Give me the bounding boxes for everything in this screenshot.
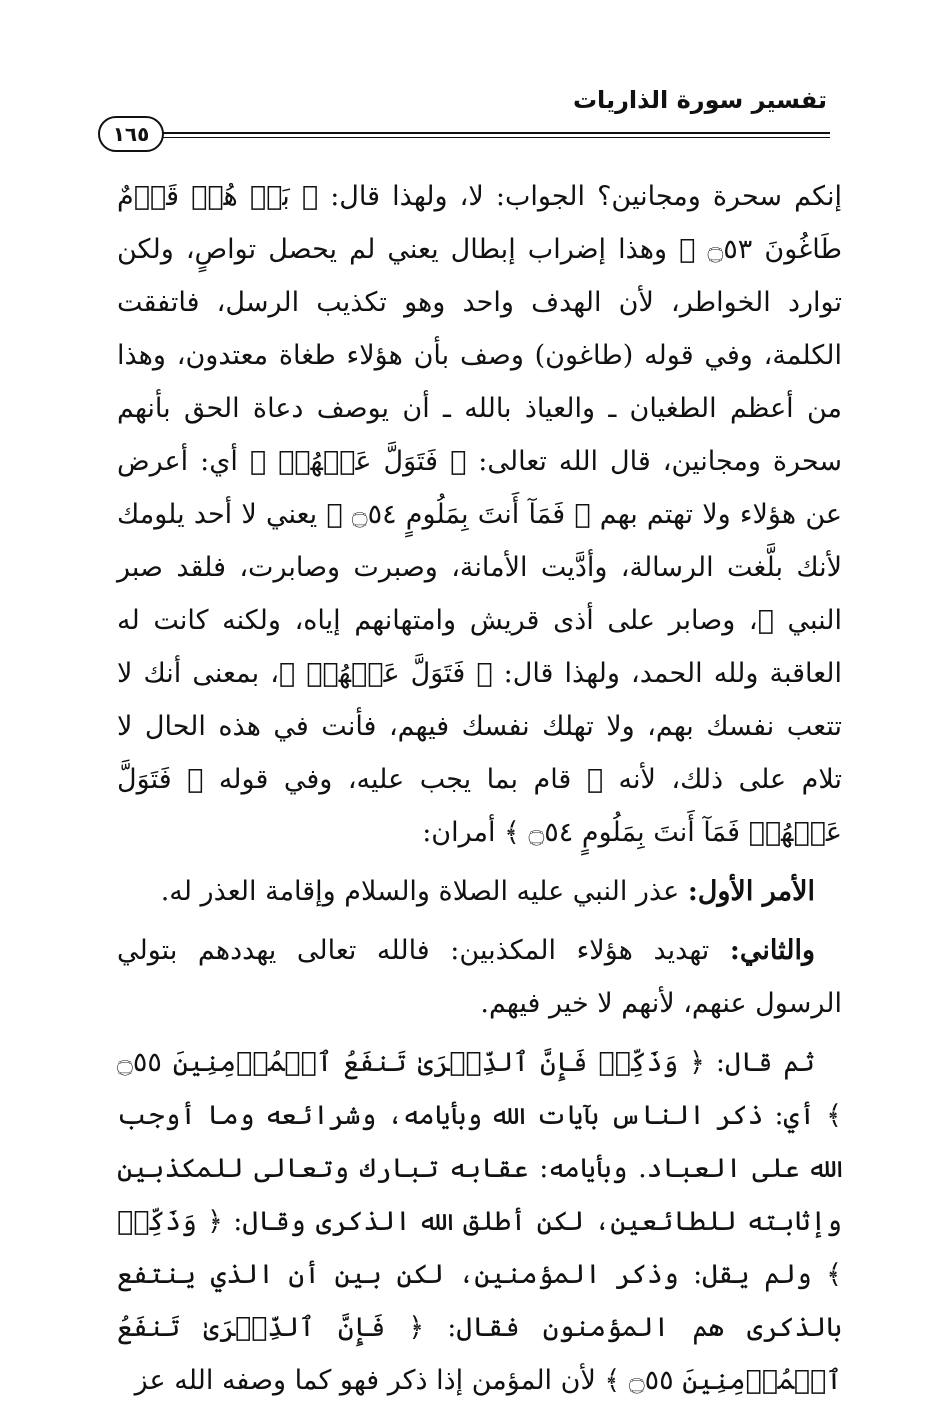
text-line: الرسول عنهم، لأنهم لا خير فيهم. — [480, 988, 842, 1019]
text-line: تَنفَعُ ٱلۡمُؤۡمِنِينَ ۝٥٥ ﴾ لأن المؤمن إذا ذكر فهو كما وصفه الله عز — [117, 1312, 842, 1396]
text-line: عن هؤلاء ولا تهتم بهم ﴿ فَمَآ أَنتَ بِمَلُومٍ ۝٥٤ ﴾ يعني لا أحد يلومك — [117, 499, 842, 530]
page-body — [117, 170, 842, 1407]
text-line: وبأيامه: عقابه تبارك وتعالى للمكذبين وإثابته للطائعين، لكن — [117, 1153, 842, 1237]
text-line: تهديد هؤلاء المكذبين: فالله تعالى يهددهم بتولي — [117, 935, 730, 966]
text-line: صبر النبي ﷺ، وصابر على أذى قريش وامتهانهم إياه، ولكنه — [117, 552, 842, 636]
text-line: وهذا من أعظم الطغيان ـ والعياذ بالله ـ أن يوصف دعاة الحق — [117, 340, 842, 424]
text-line: ﴿ فَتَوَلَّ عَنۡهُمۡ فَمَآ أَنتَ بِمَلُومٍ ۝٥٤ ﴾ أمران: — [117, 764, 842, 848]
paragraph-second-matter — [117, 924, 842, 1030]
page-number-badge: ١٦٥ — [98, 116, 164, 152]
text-line: ثم قال: ﴿ وَذَكِّرۡ فَإِنَّ ٱلذِّكۡرَىٰ تَنفَعُ ٱلۡمُؤۡمِنِينَ ۝٥٥ ﴾ أي: ذكر — [117, 1047, 842, 1131]
text-line: الحال لا تلام على ذلك، لأنه ﷺ قام بما يجب عليه، وفي قوله — [117, 711, 842, 795]
second-matter-heading: والثاني: — [729, 935, 815, 966]
paragraph-1 — [117, 170, 842, 859]
header-rule — [150, 132, 830, 138]
text-line: الكلمة، وفي قوله (طاغون) وصف بأن هؤلاء طغاة معتدون، — [176, 340, 842, 371]
text-line: الناس بآيات الله وبأيامه، وشرائعه وما أوجب الله على العباد. — [117, 1100, 842, 1184]
text-line: أطلق الله الذكرى وقال: ﴿ وَذَكِّرۡ ﴾ ولم يقل: وذكر المؤمنين، — [117, 1206, 842, 1290]
running-header-title: تفسير سورة الذاريات — [572, 86, 827, 114]
text-line: لكن بين أن الذي ينتفع بالذكرى هم المؤمنون فقال: ﴿ فَإِنَّ ٱلذِّكۡرَىٰ — [117, 1259, 842, 1343]
text-line: طَاغُونَ ۝٥٣ ﴾ وهذا إضراب إبطال يعني لم يحصل تواصٍ، ولكن — [117, 234, 842, 265]
text-line: لأنك بلَّغت الرسالة، وأدَّيت الأمانة، وصبرت وصابرت، فلقد — [176, 552, 842, 583]
paragraph-first-matter — [117, 865, 842, 918]
text-line: كانت له العاقبة ولله الحمد، ولهذا قال: ﴿ فَتَوَلَّ عَنۡهُمۡ ﴾، بمعنى — [117, 605, 842, 689]
text-line: إنكم سحرة ومجانين؟ الجواب: لا، ولهذا قال: ﴿ بَلۡ هُمۡ قَوۡمٌ — [117, 181, 842, 212]
text-line: عذر النبي عليه الصلاة والسلام وإقامة العذر له. — [160, 876, 688, 907]
first-matter-heading: الأمر الأول: — [687, 876, 815, 907]
paragraph-4 — [117, 1036, 842, 1407]
text-line: بأنهم سحرة ومجانين، قال الله تعالى: ﴿ فَتَوَلَّ عَنۡهُمۡ ﴾ أي: أعرض — [117, 393, 842, 477]
text-line: أنك لا تتعب نفسك بهم، ولا تهلك نفسك فيهم، فأنت في هذه — [117, 658, 842, 742]
text-line: توارد الخواطر، لأن الهدف واحد وهو تكذيب الرسل، فاتفقت — [117, 287, 842, 318]
